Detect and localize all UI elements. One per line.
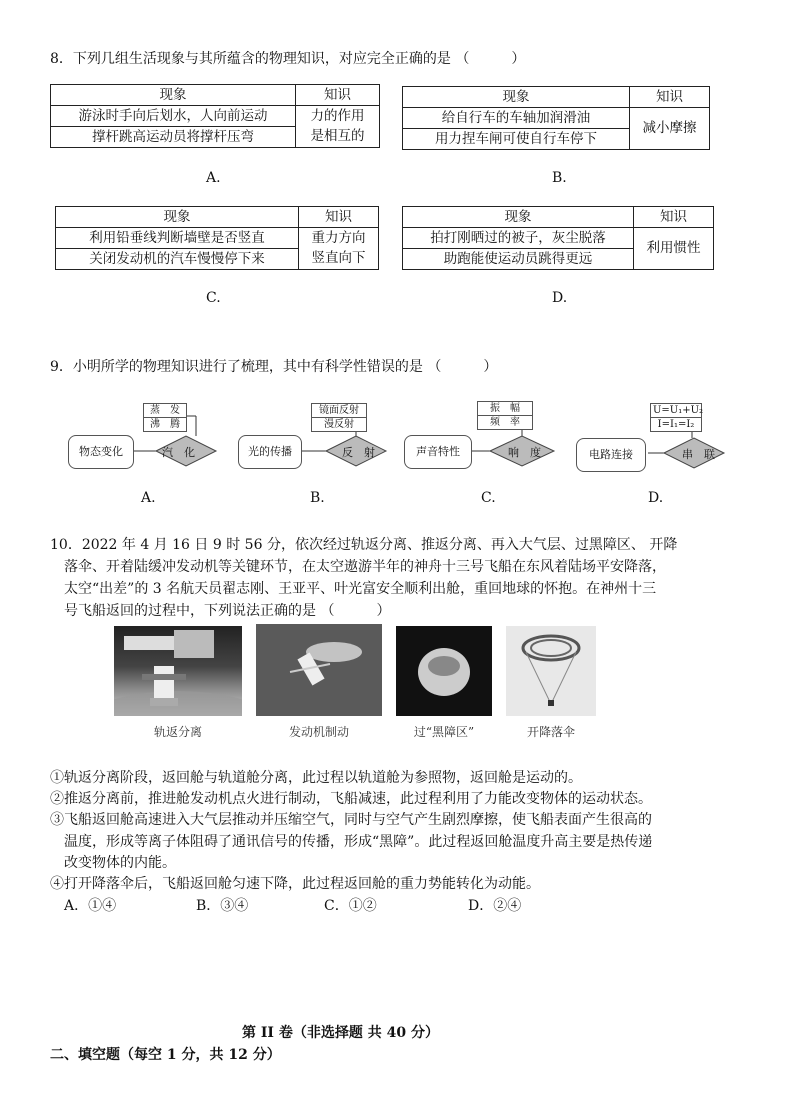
statement-3-cont: 改变物体的内能。 xyxy=(64,855,176,871)
spacecraft-icon xyxy=(114,626,242,716)
statement-2: ②推返分离前，推进舱发动机点火进行制动，飞船减速，此过程利用了力能改变物体的运动状态。 xyxy=(50,791,652,807)
q10-stem-line: 太空“出差”的 3 名航天员翟志刚、王亚平、叶光富安全顺利出舱，重回地球的怀抱。在神州十三 xyxy=(64,581,657,597)
knowledge-cell: 是相互的 xyxy=(296,127,380,148)
q8-table-a xyxy=(50,84,380,148)
diamond-label: 响 度 xyxy=(508,446,541,459)
diamond-label: 反 射 xyxy=(342,446,375,459)
photo-engine-braking xyxy=(256,624,382,716)
answer-option-d: D．②④ xyxy=(468,898,522,914)
option-label-c: C. xyxy=(206,290,221,306)
sub-item: 镜面反射 xyxy=(311,403,367,418)
option-label-a: A. xyxy=(141,490,156,506)
capsule-icon xyxy=(396,626,492,716)
phenomenon-row: 助跑能使运动员跳得更远 xyxy=(403,249,634,270)
diamond-label: 汽 化 xyxy=(162,446,195,459)
answer-option-a: A．①④ xyxy=(64,898,117,914)
knowledge-cell: 减小摩擦 xyxy=(630,108,710,150)
statement-3-cont: 温度，形成等离子体阻碍了通讯信号的传播，形成“黑障”。此过程返回舱温度升高主要是热传递 xyxy=(64,834,653,850)
option-label-d: D. xyxy=(552,290,568,306)
q8-table-c xyxy=(55,206,379,270)
answer-option-c: C．①② xyxy=(324,898,377,914)
knowledge-cell: 重力方向 xyxy=(299,228,379,249)
q10-stem-line: 落伞、开着陆缓冲发动机等关键环节，在太空遨游半年的神舟十三号飞船在东风着陆场平安降落， xyxy=(64,559,666,575)
q10-stem-line: 10．2022 年 4 月 16 日 9 时 56 分，依次经过轨返分离、推返分离、再入大气层、过黑障区、 开降 xyxy=(50,537,678,553)
phenomenon-row: 利用铅垂线判断墙壁是否竖直 xyxy=(56,228,299,249)
header-knowledge: 知识 xyxy=(630,87,710,108)
photo-separation xyxy=(114,626,242,716)
spacecraft-icon xyxy=(256,624,382,716)
option-label-c: C. xyxy=(481,490,496,506)
q8-stem: 8．下列几组生活现象与其所蕴含的物理知识，对应完全正确的是 （ ） xyxy=(50,51,526,67)
header-phenomenon: 现象 xyxy=(403,207,634,228)
photo-blackout-zone xyxy=(396,626,492,716)
header-phenomenon: 现象 xyxy=(51,85,296,106)
statement-4: ④打开降落伞后，飞船返回舱匀速下降，此过程返回舱的重力势能转化为动能。 xyxy=(50,876,540,892)
phenomenon-row: 给自行车的车轴加润滑油 xyxy=(403,108,630,129)
header-knowledge: 知识 xyxy=(634,207,714,228)
photo-parachute xyxy=(506,626,596,716)
photo-caption: 过“黑障区” xyxy=(413,725,475,739)
diamond-label: 串 联 xyxy=(682,448,715,461)
concept-box: 电路连接 xyxy=(576,438,646,472)
photo-caption: 开降落伞 xyxy=(526,725,575,739)
q9-stem: 9．小明所学的物理知识进行了梳理，其中有科学性错误的是 （ ） xyxy=(50,359,498,375)
statement-1: ①轨返分离阶段，返回舱与轨道舱分离，此过程以轨道舱为参照物，返回舱是运动的。 xyxy=(50,770,582,786)
knowledge-cell: 利用惯性 xyxy=(634,228,714,270)
option-label-d: D. xyxy=(648,490,664,506)
section-heading: 二、填空题（每空 1 分，共 12 分） xyxy=(50,1047,281,1063)
parachute-icon xyxy=(506,626,596,716)
part-two-title: 第 II 卷（非选择题 共 40 分） xyxy=(242,1025,439,1041)
answer-option-b: B．③④ xyxy=(196,898,249,914)
knowledge-cell: 力的作用 xyxy=(296,106,380,127)
header-phenomenon: 现象 xyxy=(403,87,630,108)
sub-item: U=U₁+U₂ xyxy=(650,403,702,418)
option-label-b: B. xyxy=(310,490,325,506)
sub-item: 蒸 发 xyxy=(143,403,187,418)
q10-stem-line: 号飞船返回的过程中，下列说法正确的是 （ ） xyxy=(64,603,391,619)
phenomenon-row: 游泳时手向后划水，人向前运动 xyxy=(51,106,296,127)
option-label-b: B. xyxy=(552,170,567,186)
phenomenon-row: 拍打刚晒过的被子，灰尘脱落 xyxy=(403,228,634,249)
concept-box: 光的传播 xyxy=(238,435,302,469)
sub-item: 振 幅 xyxy=(477,401,533,416)
photo-caption: 发动机制动 xyxy=(288,725,349,739)
header-knowledge: 知识 xyxy=(299,207,379,228)
header-phenomenon: 现象 xyxy=(56,207,299,228)
phenomenon-row: 用力捏车闸可使自行车停下 xyxy=(403,129,630,150)
photo-caption: 轨返分离 xyxy=(153,725,202,739)
sub-item: 沸 腾 xyxy=(143,417,187,432)
phenomenon-row: 撑杆跳高运动员将撑杆压弯 xyxy=(51,127,296,148)
statement-3: ③飞船返回舱高速进入大气层推动并压缩空气，同时与空气产生剧烈摩擦，使飞船表面产生很高的 xyxy=(50,812,652,828)
concept-box: 声音特性 xyxy=(404,435,472,469)
sub-item: I=I₁=I₂ xyxy=(650,417,702,432)
sub-item: 频 率 xyxy=(477,415,533,430)
concept-box: 物态变化 xyxy=(68,435,134,469)
q8-table-b xyxy=(402,86,710,150)
header-knowledge: 知识 xyxy=(296,85,380,106)
q8-table-d xyxy=(402,206,714,270)
knowledge-cell: 竖直向下 xyxy=(299,249,379,270)
option-label-a: A. xyxy=(206,170,221,186)
phenomenon-row: 关闭发动机的汽车慢慢停下来 xyxy=(56,249,299,270)
sub-item: 漫反射 xyxy=(311,417,367,432)
